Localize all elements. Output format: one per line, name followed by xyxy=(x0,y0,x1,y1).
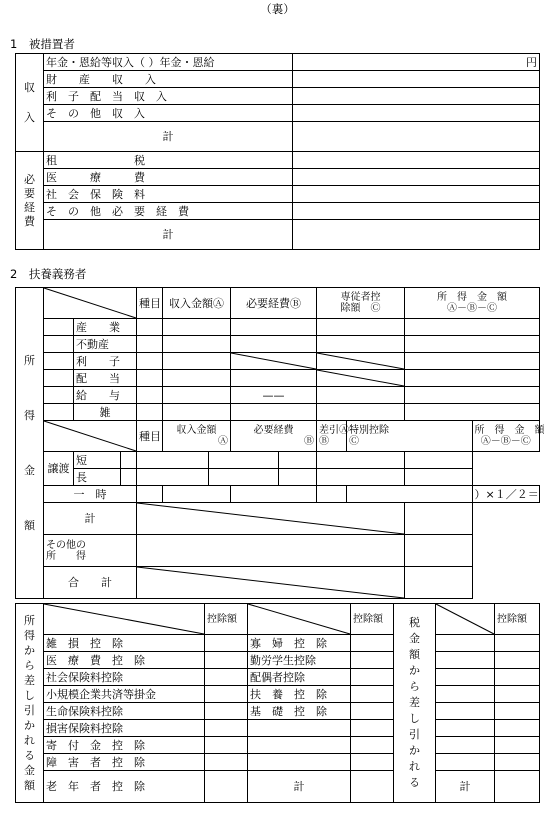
col2-kind: 種目 xyxy=(137,421,163,452)
value-cell[interactable] xyxy=(293,169,540,186)
col2-special: 特別控除 Ⓒ xyxy=(347,421,472,452)
col-family-deduction: 専従者控 除額 Ⓒ xyxy=(317,288,405,319)
deduct-kiso: 基 礎 控 除 xyxy=(248,703,351,720)
other-income-label: その他の 所 得 xyxy=(44,535,137,567)
tax-side-label: 税金額から差し引かれる xyxy=(394,604,436,803)
expense-row-other: そ の 他 必 要 経 費 xyxy=(44,203,293,220)
right-total: 計 xyxy=(436,771,495,803)
deduct-zatsuson: 雑 損 控 除 xyxy=(44,635,205,652)
col-deduction-amount-2: 控除額 xyxy=(351,604,394,635)
deduct-shakai: 社会保険料控除 xyxy=(44,669,205,686)
col2-subtract: 差引Ⓐ－ Ⓑ xyxy=(317,421,347,452)
value-cell[interactable] xyxy=(293,88,540,105)
expense-row-insurance: 社 会 保 険 料 xyxy=(44,186,293,203)
col2-revenue: 収入金額 Ⓐ xyxy=(163,421,231,452)
ichiji-label: 一 時 xyxy=(44,486,137,503)
deduct-seimei: 生命保険料控除 xyxy=(44,703,205,720)
long-label: 長 xyxy=(74,469,121,486)
value-cell[interactable] xyxy=(293,71,540,88)
kyuyo-mark: —— xyxy=(231,387,317,404)
value-cell[interactable] xyxy=(293,186,540,203)
deduct-haigusha: 配偶者控除 xyxy=(248,669,351,686)
col-deduction-amount: 控除額 xyxy=(205,604,248,635)
diagonal-cell-2 xyxy=(44,421,137,452)
section2-table xyxy=(15,287,545,599)
total-label: 計 xyxy=(44,503,137,535)
income-row-property: 財 産 収 入 xyxy=(44,71,293,88)
income-row-other: そ の 他 収 入 xyxy=(44,105,293,122)
col-deduction-amount-3: 控除額 xyxy=(495,604,540,635)
section3-table xyxy=(15,603,540,803)
section2-title: 2 扶養義務者 xyxy=(10,267,87,281)
row-kyuyo: 給 与 xyxy=(74,387,137,404)
transfer-label: 譲渡 xyxy=(44,452,74,486)
income-row-interest: 利 子 配 当 収 入 xyxy=(44,88,293,105)
income-row-pension: 年金・恩給等収入（ ）年金・恩給 xyxy=(44,54,293,71)
income-head: 収入 xyxy=(16,54,44,152)
deduct-songai: 損害保険料控除 xyxy=(44,720,205,737)
section1-table xyxy=(15,53,540,250)
col2-income: 所 得 金 額 Ⓐ－Ⓑ－Ⓒ xyxy=(472,421,539,452)
value-cell[interactable] xyxy=(293,203,540,220)
col-revenue: 収入金額Ⓐ xyxy=(163,288,231,319)
deduct-kinro: 勤労学生控除 xyxy=(248,652,351,669)
diagonal-cell-3 xyxy=(44,604,205,635)
income-side-label: 所得金額 xyxy=(16,288,44,599)
diagonal-cell xyxy=(44,288,137,319)
expense-head: 必要経費 xyxy=(16,152,44,250)
short-label: 短 xyxy=(74,452,121,469)
value-cell[interactable] xyxy=(293,152,540,169)
col-kind: 種目 xyxy=(137,288,163,319)
row-zatsu: 雑 xyxy=(74,404,137,421)
mid-total: 計 xyxy=(248,771,351,803)
value-cell[interactable] xyxy=(293,220,540,250)
deduct-kafu: 寡 婦 控 除 xyxy=(248,635,351,652)
expense-row-medical: 医 療 費 xyxy=(44,169,293,186)
row-fudosan: 不動産 xyxy=(74,336,137,353)
unit-yen: 円 xyxy=(293,54,540,71)
value-cell[interactable] xyxy=(293,122,540,152)
deduction-side-label: 所得から差し引かれる金額 xyxy=(16,604,44,803)
deduct-shokibo: 小規模企業共済等掛金 xyxy=(44,686,205,703)
deduct-fuyo: 扶 養 控 除 xyxy=(248,686,351,703)
deduct-kifu: 寄 付 金 控 除 xyxy=(44,737,205,754)
row-rishi: 利 子 xyxy=(74,353,137,370)
page-marker: （裏） xyxy=(260,2,295,16)
income-total-label: 計 xyxy=(44,122,293,152)
deduct-ronen: 老 年 者 控 除 xyxy=(44,771,205,803)
expense-row-tax: 租 税 xyxy=(44,152,293,169)
grand-total-label: 合 計 xyxy=(44,567,137,599)
value-cell[interactable] xyxy=(293,105,540,122)
deduct-shogai: 障 害 者 控 除 xyxy=(44,754,205,771)
col-expense: 必要経費Ⓑ xyxy=(231,288,317,319)
left-blank xyxy=(44,319,74,336)
col2-expense: 必要経費 Ⓑ xyxy=(231,421,317,452)
section1-title: 1 被措置者 xyxy=(10,37,75,51)
row-haito: 配 当 xyxy=(74,370,137,387)
row-sangyo: 産 業 xyxy=(74,319,137,336)
formula: ）×１／２＝ xyxy=(472,486,539,503)
col-income: 所 得 金 額 Ⓐ－Ⓑ－Ⓒ xyxy=(405,288,540,319)
expense-total-label: 計 xyxy=(44,220,293,250)
deduct-iryo: 医 療 費 控 除 xyxy=(44,652,205,669)
